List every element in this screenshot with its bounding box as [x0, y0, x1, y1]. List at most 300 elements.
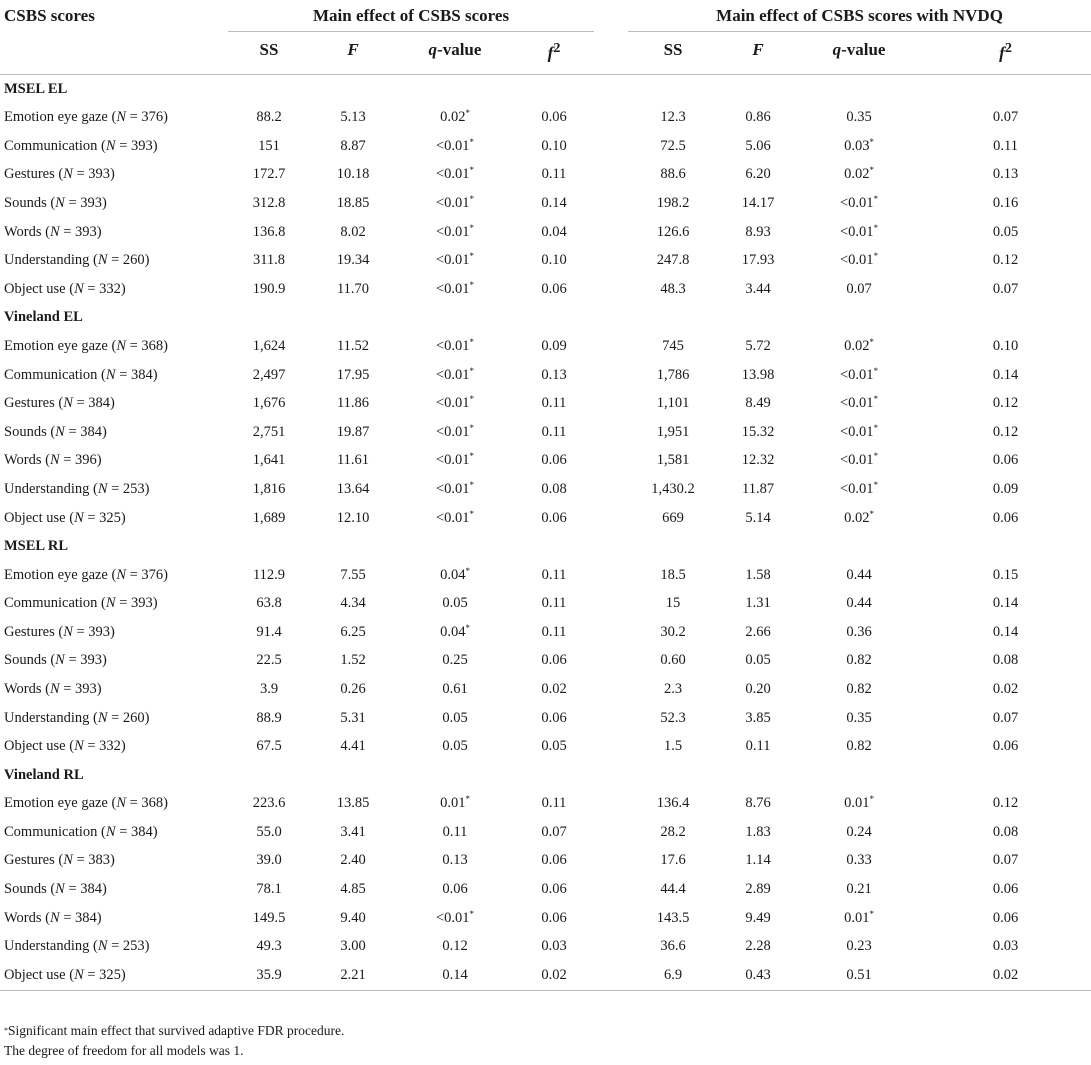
- row-label: Emotion eye gaze (N = 368): [4, 337, 169, 354]
- f-value: 19.34: [336, 252, 370, 269]
- f2-value-nvdq: 0.02: [992, 680, 1019, 697]
- q-value-nvdq: 0.07: [846, 280, 872, 297]
- f2-value: 0.13: [541, 366, 567, 383]
- f-value: 6.25: [340, 623, 366, 640]
- q-value-nvdq: 0.01*: [844, 794, 874, 812]
- row-label: Sounds (N = 384): [4, 881, 107, 898]
- f2-value-nvdq: 0.15: [992, 566, 1019, 583]
- ss-value: 67.5: [256, 738, 282, 755]
- f-value: 9.40: [340, 909, 366, 926]
- f2-value-nvdq: 0.07: [992, 709, 1019, 726]
- table-row: [0, 932, 1091, 961]
- table-row: [0, 732, 1091, 761]
- f-value-nvdq: 1.58: [745, 566, 771, 583]
- f2-value-nvdq: 0.07: [992, 280, 1019, 297]
- table-row: [0, 618, 1091, 647]
- ss-value: 172.7: [252, 166, 286, 183]
- col-f2-2: $f^2$: [920, 32, 1091, 75]
- q-value: 0.04*: [440, 565, 470, 583]
- table-row: [0, 504, 1091, 533]
- section-title: Vineland EL: [4, 309, 83, 326]
- f2-value-nvdq: 0.14: [992, 623, 1019, 640]
- table-row: [0, 418, 1091, 447]
- row-label: Words (N = 393): [4, 223, 102, 240]
- f-value-nvdq: 9.49: [745, 909, 771, 926]
- table-row: [0, 332, 1091, 361]
- q-value-nvdq: 0.51: [798, 961, 920, 990]
- ss-value-nvdq: 1,581: [656, 452, 690, 469]
- ss-value-nvdq: 745: [662, 337, 684, 354]
- f-value: 8.02: [340, 223, 366, 240]
- col-q-1: q-value: [396, 32, 514, 75]
- f-value-nvdq: 15.32: [741, 423, 775, 440]
- table-row: [0, 704, 1091, 733]
- ss-value-nvdq: 48.3: [660, 280, 686, 297]
- table-row: [0, 847, 1091, 876]
- q-value: <0.01*: [435, 365, 475, 383]
- row-label: Emotion eye gaze (N = 368): [4, 795, 169, 812]
- f-value-nvdq: 8.76: [745, 795, 771, 812]
- f2-value: 0.03: [541, 938, 567, 955]
- f-value: 19.87: [336, 423, 370, 440]
- f2-value-nvdq: 0.16: [992, 195, 1019, 212]
- f-value: 11.52: [336, 337, 370, 354]
- q-value-nvdq: 0.82: [846, 680, 872, 697]
- q-value-nvdq: <0.01*: [840, 479, 879, 497]
- q-value: <0.01*: [435, 165, 475, 183]
- ss-value: 312.8: [252, 195, 286, 212]
- table-row: [0, 647, 1091, 676]
- ss-value-nvdq: 30.2: [660, 623, 686, 640]
- f-value: 7.55: [340, 566, 366, 583]
- row-label: Gestures (N = 384): [4, 395, 115, 412]
- f2-value-nvdq: 0.02: [920, 961, 1091, 990]
- f-value-nvdq: 1.83: [745, 823, 771, 840]
- f2-value-nvdq: 0.11: [993, 137, 1018, 154]
- f2-value: 0.11: [541, 795, 567, 812]
- f2-value-nvdq: 0.12: [992, 795, 1019, 812]
- q-value: 0.61: [442, 680, 468, 697]
- footnote-significance: *Significant main effect that survived adaptive FDR procedure.: [4, 1023, 345, 1038]
- f2-value: 0.06: [541, 909, 567, 926]
- q-value-nvdq: 0.02*: [844, 165, 874, 183]
- f-value-nvdq: 3.85: [745, 709, 771, 726]
- f2-value-nvdq: 0.10: [992, 337, 1019, 354]
- ss-value-nvdq: 669: [662, 509, 684, 526]
- col-f-1: F: [310, 32, 396, 75]
- q-value-nvdq: 0.02*: [844, 508, 874, 526]
- f2-value-nvdq: 0.06: [992, 881, 1019, 898]
- ss-value: 223.6: [252, 795, 286, 812]
- q-value: <0.01*: [435, 908, 475, 926]
- f-value: 5.13: [340, 109, 366, 126]
- ss-value: 1,689: [252, 509, 286, 526]
- f-value: 5.31: [340, 709, 366, 726]
- ss-value-nvdq: 17.6: [660, 852, 686, 869]
- f-value-nvdq: 14.17: [741, 195, 775, 212]
- f2-value-nvdq: 0.14: [992, 366, 1019, 383]
- q-value: <0.01*: [435, 194, 475, 212]
- f-value: 0.26: [340, 680, 366, 697]
- section-row: [0, 761, 1091, 790]
- ss-value-nvdq: 12.3: [660, 109, 686, 126]
- q-value-nvdq: <0.01*: [840, 194, 879, 212]
- section-row: [0, 75, 1091, 104]
- table-row: [0, 675, 1091, 704]
- q-value-nvdq: 0.24: [846, 823, 872, 840]
- f2-value-nvdq: 0.12: [992, 395, 1019, 412]
- row-label: Emotion eye gaze (N = 376): [4, 109, 169, 126]
- table-row: [0, 961, 1091, 990]
- f-value: 10.18: [336, 166, 370, 183]
- table-row: [0, 561, 1091, 590]
- f2-value-nvdq: 0.13: [992, 166, 1019, 183]
- q-value: 0.12: [442, 938, 468, 955]
- ss-value-nvdq: 126.6: [656, 223, 690, 240]
- q-value: 0.14: [396, 961, 514, 990]
- ss-value: 1,676: [252, 395, 286, 412]
- q-value-nvdq: <0.01*: [840, 365, 879, 383]
- ss-value-nvdq: 198.2: [656, 195, 690, 212]
- q-value: 0.06: [442, 881, 468, 898]
- ss-value: 190.9: [252, 280, 286, 297]
- ss-value-nvdq: 15: [665, 595, 681, 612]
- f-value: 8.87: [340, 137, 366, 154]
- f2-value: 0.04: [541, 223, 567, 240]
- ss-value-nvdq: 1,430.2: [651, 480, 695, 497]
- ss-value-nvdq: 88.6: [660, 166, 686, 183]
- ss-value: 39.0: [256, 852, 282, 869]
- f2-value-nvdq: 0.03: [992, 938, 1019, 955]
- q-value: <0.01*: [435, 451, 475, 469]
- table-row: [0, 161, 1091, 190]
- section-title: MSEL EL: [4, 80, 68, 97]
- f2-value: 0.02: [541, 680, 567, 697]
- row-label: Understanding (N = 260): [4, 252, 150, 269]
- ss-value-nvdq: 1,951: [656, 423, 690, 440]
- f-value-nvdq: 0.86: [745, 109, 771, 126]
- section-title: MSEL RL: [4, 538, 69, 555]
- f-value-nvdq: 2.28: [745, 938, 771, 955]
- f2-value: 0.10: [541, 252, 567, 269]
- f-value: 1.52: [340, 652, 366, 669]
- row-label: Words (N = 384): [4, 909, 102, 926]
- table-row: [0, 789, 1091, 818]
- footnotes: [0, 1021, 1091, 1061]
- ss-value: 2,497: [252, 366, 286, 383]
- f-value: 4.34: [340, 595, 366, 612]
- group2-header: Main effect of CSBS scores with NVDQ: [628, 0, 1091, 32]
- f-value-nvdq: 8.93: [745, 223, 771, 240]
- table-row: [0, 189, 1091, 218]
- f2-value: 0.08: [541, 480, 567, 497]
- q-value: <0.01*: [435, 279, 475, 297]
- q-value-nvdq: 0.35: [846, 709, 872, 726]
- q-value: <0.01*: [435, 422, 475, 440]
- table-row: [0, 104, 1091, 133]
- section-row: [0, 532, 1091, 561]
- ss-value-nvdq: 18.5: [660, 566, 686, 583]
- ss-value: 3.9: [259, 680, 279, 697]
- f2-value-nvdq: 0.06: [992, 452, 1019, 469]
- f-value-nvdq: 1.14: [745, 852, 771, 869]
- f2-value-nvdq: 0.12: [992, 252, 1019, 269]
- f2-value: 0.11: [541, 623, 567, 640]
- f2-value: 0.11: [541, 395, 567, 412]
- q-value-nvdq: 0.01*: [844, 908, 874, 926]
- f-value: 11.86: [336, 395, 370, 412]
- f-value: 11.61: [336, 452, 370, 469]
- q-value: <0.01*: [435, 336, 475, 354]
- ss-value: 1,624: [252, 337, 286, 354]
- q-value: 0.13: [442, 852, 468, 869]
- f-value: 17.95: [336, 366, 370, 383]
- col-q-2: q-value: [798, 32, 920, 75]
- group1-header: Main effect of CSBS scores: [228, 0, 594, 32]
- row-label: Object use (N = 325): [0, 961, 228, 990]
- f-value-nvdq: 5.14: [745, 509, 771, 526]
- row-label: Communication (N = 384): [4, 823, 158, 840]
- table-row: [0, 447, 1091, 476]
- f-value: 2.40: [340, 852, 366, 869]
- f2-value: 0.10: [541, 137, 567, 154]
- ss-value: 22.5: [256, 652, 282, 669]
- f-value: 18.85: [336, 195, 370, 212]
- f-value-nvdq: 12.32: [741, 452, 775, 469]
- row-label: Object use (N = 332): [4, 738, 126, 755]
- row-label: Gestures (N = 393): [4, 166, 115, 183]
- ss-value: 91.4: [256, 623, 282, 640]
- f2-value: 0.11: [541, 423, 567, 440]
- f2-value-nvdq: 0.08: [992, 652, 1019, 669]
- table-row: [0, 589, 1091, 618]
- f2-value-nvdq: 0.14: [992, 595, 1019, 612]
- row-label: Communication (N = 393): [4, 595, 158, 612]
- q-value: 0.05: [442, 738, 468, 755]
- q-value-nvdq: 0.02*: [844, 336, 874, 354]
- f2-value: 0.14: [541, 195, 567, 212]
- q-value: 0.05: [442, 709, 468, 726]
- ss-value-nvdq: 1.5: [663, 738, 683, 755]
- header-row-columns: [0, 32, 1091, 75]
- f2-value: 0.06: [541, 852, 567, 869]
- ss-value: 112.9: [252, 566, 286, 583]
- section-row: [0, 304, 1091, 333]
- table-row: [0, 389, 1091, 418]
- ss-value: 55.0: [256, 823, 282, 840]
- q-value-nvdq: 0.44: [846, 595, 872, 612]
- ss-value-nvdq: 28.2: [660, 823, 686, 840]
- f-value-nvdq: 2.89: [745, 881, 771, 898]
- f2-value: 0.06: [541, 652, 567, 669]
- q-value-nvdq: 0.44: [846, 566, 872, 583]
- ss-value-nvdq: 6.9: [628, 961, 718, 990]
- f-value: 13.85: [336, 795, 370, 812]
- table-row: [0, 904, 1091, 933]
- section-title: Vineland RL: [4, 766, 84, 783]
- q-value: 0.25: [442, 652, 468, 669]
- row-label: Words (N = 396): [4, 452, 102, 469]
- ss-value: 311.8: [252, 252, 286, 269]
- col-ss-2: SS: [628, 32, 718, 75]
- f-value-nvdq: 0.20: [745, 680, 771, 697]
- footnote-dof: The degree of freedom for all models was 1.: [4, 1043, 244, 1058]
- q-value: <0.01*: [435, 394, 475, 412]
- q-value: <0.01*: [435, 508, 475, 526]
- f-value-nvdq: 6.20: [745, 166, 771, 183]
- q-value-nvdq: <0.01*: [840, 222, 879, 240]
- f2-value: 0.06: [541, 452, 567, 469]
- ss-value-nvdq: 2.3: [663, 680, 683, 697]
- q-value-nvdq: <0.01*: [840, 422, 879, 440]
- ss-value: 136.8: [252, 223, 286, 240]
- q-value-nvdq: 0.03*: [844, 136, 874, 154]
- f2-value-nvdq: 0.05: [992, 223, 1019, 240]
- ss-value: 151: [258, 137, 280, 154]
- ss-value: 2,751: [252, 423, 286, 440]
- row-label: Communication (N = 384): [4, 366, 158, 383]
- q-value-nvdq: 0.23: [846, 938, 872, 955]
- q-value: <0.01*: [435, 251, 475, 269]
- f2-value-nvdq: 0.07: [992, 852, 1019, 869]
- f2-value: 0.06: [541, 109, 567, 126]
- f-value: 11.70: [336, 280, 370, 297]
- row-label: Object use (N = 325): [4, 509, 126, 526]
- f2-value-nvdq: 0.08: [992, 823, 1019, 840]
- f-value: 4.41: [340, 738, 366, 755]
- f-value-nvdq: 3.44: [745, 280, 771, 297]
- col-ss-1: SS: [228, 32, 310, 75]
- f2-value: 0.11: [541, 166, 567, 183]
- q-value: <0.01*: [435, 222, 475, 240]
- f2-value: 0.06: [541, 280, 567, 297]
- f-value: 13.64: [336, 480, 370, 497]
- q-value: 0.11: [442, 823, 468, 840]
- q-value: 0.01*: [440, 794, 470, 812]
- q-value: 0.04*: [440, 622, 470, 640]
- q-value-nvdq: 0.82: [846, 738, 872, 755]
- table-row: [0, 361, 1091, 390]
- ss-value: 149.5: [252, 909, 286, 926]
- f2-value-nvdq: 0.07: [992, 109, 1019, 126]
- row-label: Understanding (N = 260): [4, 709, 150, 726]
- f2-value: 0.06: [541, 509, 567, 526]
- ss-value: 88.9: [256, 709, 282, 726]
- ss-value-nvdq: 44.4: [660, 881, 686, 898]
- ss-value-nvdq: 143.5: [656, 909, 690, 926]
- header-row-groups: [0, 0, 1091, 32]
- f2-value: 0.02: [514, 961, 594, 990]
- f2-value-nvdq: 0.06: [992, 909, 1019, 926]
- q-value: <0.01*: [435, 136, 475, 154]
- ss-value-nvdq: 136.4: [656, 795, 690, 812]
- row-label: Gestures (N = 393): [4, 623, 115, 640]
- ss-value-nvdq: 1,101: [656, 395, 690, 412]
- f-value-nvdq: 5.06: [745, 137, 771, 154]
- ss-value: 1,641: [252, 452, 286, 469]
- ss-value: 49.3: [256, 938, 282, 955]
- ss-value: 88.2: [256, 109, 282, 126]
- f2-value-nvdq: 0.09: [992, 480, 1019, 497]
- f2-value: 0.07: [541, 823, 567, 840]
- f2-value: 0.11: [541, 566, 567, 583]
- q-value-nvdq: <0.01*: [840, 251, 879, 269]
- table-row: [0, 218, 1091, 247]
- ss-value: 78.1: [256, 881, 282, 898]
- q-value-nvdq: <0.01*: [840, 451, 879, 469]
- table-row: [0, 475, 1091, 504]
- f-value: 3.00: [340, 938, 366, 955]
- row-label: Gestures (N = 383): [4, 852, 115, 869]
- f-value-nvdq: 8.49: [745, 395, 771, 412]
- f-value: 4.85: [340, 881, 366, 898]
- ss-value-nvdq: 72.5: [660, 137, 686, 154]
- ss-value-nvdq: 1,786: [656, 366, 690, 383]
- f-value-nvdq: 11.87: [741, 480, 775, 497]
- q-value: <0.01*: [435, 479, 475, 497]
- col-f2-1: $f^2$: [514, 32, 594, 75]
- col-f-2: F: [718, 32, 798, 75]
- f2-value: 0.11: [541, 595, 567, 612]
- row-label: Emotion eye gaze (N = 376): [4, 566, 169, 583]
- f2-value-nvdq: 0.06: [992, 738, 1019, 755]
- f2-value: 0.06: [541, 881, 567, 898]
- q-value: 0.05: [442, 595, 468, 612]
- q-value-nvdq: 0.36: [846, 623, 872, 640]
- f-value-nvdq: 0.05: [745, 652, 771, 669]
- ss-value: 63.8: [256, 595, 282, 612]
- q-value-nvdq: <0.01*: [840, 394, 879, 412]
- table-body: [0, 75, 1091, 991]
- q-value-nvdq: 0.35: [846, 109, 872, 126]
- f2-value: 0.09: [541, 337, 567, 354]
- f2-value-nvdq: 0.06: [992, 509, 1019, 526]
- ss-value-nvdq: 36.6: [660, 938, 686, 955]
- f-value: 3.41: [340, 823, 366, 840]
- f-value-nvdq: 1.31: [745, 595, 771, 612]
- stub-header: CSBS scores: [4, 5, 95, 25]
- row-label: Sounds (N = 393): [4, 195, 107, 212]
- f2-value: 0.06: [541, 709, 567, 726]
- table-row: [0, 875, 1091, 904]
- ss-value-nvdq: 52.3: [660, 709, 686, 726]
- row-label: Communication (N = 393): [4, 137, 158, 154]
- q-value-nvdq: 0.33: [846, 852, 872, 869]
- f-value-nvdq: 13.98: [741, 366, 775, 383]
- f2-value-nvdq: 0.12: [992, 423, 1019, 440]
- row-label: Understanding (N = 253): [4, 480, 150, 497]
- q-value-nvdq: 0.21: [846, 881, 872, 898]
- f-value: 2.21: [310, 961, 396, 990]
- f-value-nvdq: 17.93: [741, 252, 775, 269]
- table-row: [0, 246, 1091, 275]
- f-value-nvdq: 0.43: [718, 961, 798, 990]
- row-label: Sounds (N = 384): [4, 423, 107, 440]
- row-label: Object use (N = 332): [4, 280, 126, 297]
- ss-value-nvdq: 0.60: [660, 652, 686, 669]
- q-value-nvdq: 0.82: [846, 652, 872, 669]
- f2-value: 0.05: [541, 738, 567, 755]
- row-label: Words (N = 393): [4, 680, 102, 697]
- row-label: Sounds (N = 393): [4, 652, 107, 669]
- q-value: 0.02*: [440, 108, 470, 126]
- f-value-nvdq: 0.11: [745, 738, 771, 755]
- row-label: Understanding (N = 253): [4, 938, 150, 955]
- table-row: [0, 818, 1091, 847]
- table-row: [0, 132, 1091, 161]
- ss-value-nvdq: 247.8: [656, 252, 690, 269]
- ss-value: 35.9: [228, 961, 310, 990]
